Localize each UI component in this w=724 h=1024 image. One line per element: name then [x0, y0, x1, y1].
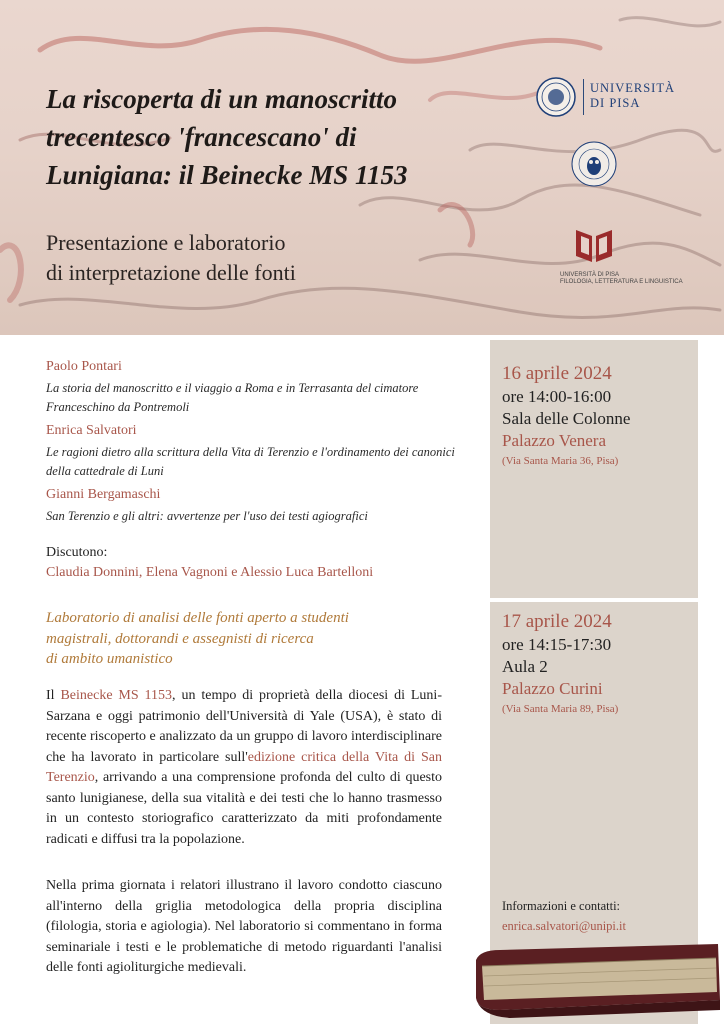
- open-book-icon: [572, 222, 616, 266]
- flel-department-logo: [560, 222, 700, 292]
- university-seal-icon: [536, 77, 576, 117]
- closed-book-image: [470, 940, 724, 1024]
- flel-name-line: FILOLOGIA, LETTERATURA E LINGUISTICA: [560, 279, 683, 285]
- event-time: ore 14:15-17:30: [502, 635, 612, 654]
- speaker-name: Gianni Bergamaschi: [46, 487, 161, 502]
- body-text-span: Il: [46, 688, 61, 703]
- event-address: (Via Santa Maria 36, Pisa): [502, 455, 619, 467]
- event-venue: Palazzo Venera: [502, 431, 606, 450]
- event-date: 17 aprile 2024: [502, 611, 612, 632]
- manuscript-link[interactable]: Beinecke MS 1153: [60, 688, 173, 703]
- body-text-span: , un tempo di proprietà della diocesi di Luni-Sarzana e oggi patrimonio dell'Università di Yale (USA), è stato di recente riscoperto e analizzato da un gruppo di lavoro interdisciplinare che ha lavorato in particolare sull': [46, 688, 442, 765]
- university-name-line: UNIVERSITÀ: [590, 81, 675, 95]
- contact-label: Informazioni e contatti:: [502, 899, 621, 913]
- discussants-section: [46, 544, 466, 582]
- body-text-span: , arrivando a una comprensione profonda del culto di questo santo lunigianese, della sua vitalità e dei testi che lo hanno trasmesso in un contesto storiografico caratterizzato da miti profondamente radicati e diffusi tra la popolazione.: [46, 770, 442, 847]
- event-time: ore 14:00-16:00: [502, 387, 612, 406]
- speaker-item: [46, 486, 466, 526]
- flel-name-line: UNIVERSITÀ DI PISA: [560, 272, 620, 278]
- body-paragraph: Nella prima giornata i relatori illustrano il lavoro condotto ciascuno all'interno della griglia metodologica della propria disciplina (filologia, storia e agiologia). Nel laboratorio si commentano in forma seminariale i testi e le problematiche di metodo riguardanti l'analisi delle fonti agioliturgiche medievali.: [46, 878, 442, 975]
- lab-description: [46, 608, 386, 670]
- event-panel-day1: [490, 340, 698, 598]
- contact-email-link[interactable]: enrica.salvatori@unipi.it: [502, 919, 626, 933]
- speaker-item: [46, 358, 466, 417]
- subtitle-line: Presentazione e laboratorio: [46, 230, 286, 255]
- event-details: [502, 610, 618, 716]
- speaker-talk-title: Le ragioni dietro alla scrittura della Vita di Terenzio e l'ordinamento dei canonici della cattedrale di Luni: [46, 445, 455, 478]
- page-subtitle: [46, 228, 406, 288]
- subtitle-line: di interpretazione delle fonti: [46, 260, 296, 285]
- event-room: Sala delle Colonne: [502, 409, 631, 428]
- header-banner: [0, 0, 724, 335]
- event-date: 16 aprile 2024: [502, 363, 612, 384]
- discussants-names: Claudia Donnini, Elena Vagnoni e Alessio Luca Bartelloni: [46, 565, 374, 580]
- lab-description-line: magistrali, dottorandi e assegnisti di ricerca: [46, 630, 314, 647]
- event-details: [502, 362, 630, 468]
- speaker-talk-title: San Terenzio e gli altri: avvertenze per l'uso dei testi agiografici: [46, 509, 368, 523]
- speaker-name: Paolo Pontari: [46, 359, 122, 374]
- discussants-label: Discutono:: [46, 545, 108, 560]
- body-paragraph: [46, 686, 442, 850]
- event-venue: Palazzo Curini: [502, 679, 603, 698]
- event-address: (Via Santa Maria 89, Pisa): [502, 703, 619, 715]
- university-of-pisa-logo: [536, 75, 696, 119]
- department-owl-logo: [570, 140, 618, 188]
- event-room: Aula 2: [502, 657, 548, 676]
- page-title: La riscoperta di un manoscritto trecentesco 'francescano' di Lunigiana: il Beinecke MS 1153: [46, 84, 408, 190]
- speakers-list: [46, 358, 466, 531]
- speaker-talk-title: La storia del manoscritto e il viaggio a Roma e in Terrasanta del cimatore Franceschino da Pontremoli: [46, 381, 419, 414]
- logo-divider: [583, 79, 584, 115]
- speaker-item: [46, 422, 466, 481]
- contact-section: [502, 898, 692, 934]
- critical-edition-link[interactable]: edizione critica della Vita di San Terenzio: [46, 749, 443, 785]
- speaker-name: Enrica Salvatori: [46, 423, 137, 438]
- university-name-line: DI PISA: [590, 96, 641, 110]
- lab-description-line: di ambito umanistico: [46, 651, 173, 667]
- lab-description-line: Laboratorio di analisi delle fonti aperto a studenti: [46, 610, 349, 626]
- university-name: [590, 81, 675, 111]
- flel-department-name: [560, 272, 683, 286]
